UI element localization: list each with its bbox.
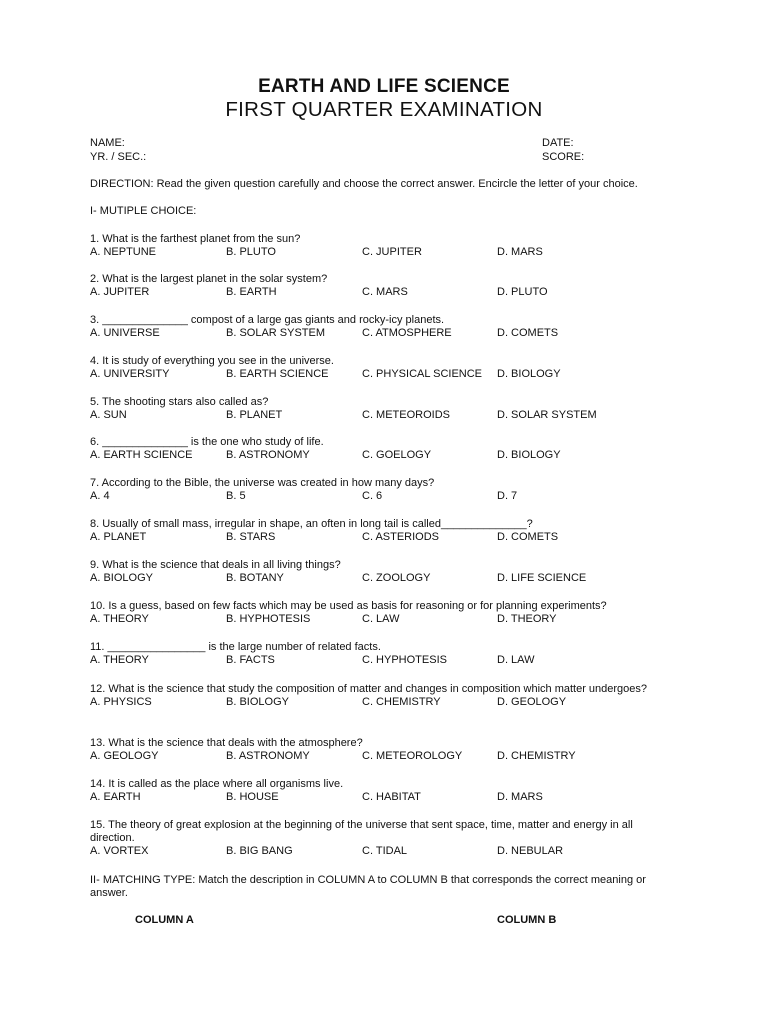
option-a: A. UNIVERSITY — [90, 368, 170, 380]
option-a: A. EARTH — [90, 791, 141, 803]
option-d: D. COMETS — [497, 327, 559, 339]
question-options — [90, 572, 690, 585]
question-item — [90, 273, 690, 299]
exam-title: EARTH AND LIFE SCIENCE — [258, 76, 510, 97]
option-d: D. LIFE SCIENCE — [497, 572, 587, 584]
question-text: 13. What is the science that deals with the atmosphere? — [90, 737, 363, 749]
question-options — [90, 368, 690, 381]
option-a: A. JUPITER — [90, 286, 150, 298]
question-item — [90, 396, 690, 422]
option-b: B. PLUTO — [226, 246, 276, 258]
option-b: B. EARTH — [226, 286, 277, 298]
option-d: D. CHEMISTRY — [497, 750, 576, 762]
option-a: A. EARTH SCIENCE — [90, 449, 193, 461]
option-d: D. GEOLOGY — [497, 696, 567, 708]
option-b: B. STARS — [226, 531, 276, 543]
question-item — [90, 477, 690, 503]
question-options — [90, 286, 690, 299]
directions-text: DIRECTION: Read the given question carefully and choose the correct answer. Encircle the letter of your choice. — [90, 178, 638, 190]
question-text: 11. ________________ is the large number of related facts. — [90, 641, 381, 653]
option-c: C. LAW — [362, 613, 400, 625]
date-label: DATE: — [542, 137, 574, 149]
question-text: 6. ______________ is the one who study of life. — [90, 436, 324, 448]
exam-subtitle: FIRST QUARTER EXAMINATION — [225, 98, 543, 121]
question-options — [90, 750, 690, 763]
option-a: A. GEOLOGY — [90, 750, 159, 762]
option-c: C. HYPHOTESIS — [362, 654, 447, 666]
question-options — [90, 613, 690, 626]
option-c: C. CHEMISTRY — [362, 696, 441, 708]
question-item — [90, 314, 690, 340]
question-text: 12. What is the science that study the composition of matter and changes in composition which matter undergoes? — [90, 683, 648, 695]
option-a: A. 4 — [90, 490, 110, 502]
question-options — [90, 845, 690, 858]
option-c: C. PHYSICAL SCIENCE — [362, 368, 483, 380]
question-item — [90, 683, 690, 709]
option-b: B. HYPHOTESIS — [226, 613, 311, 625]
question-item — [90, 233, 690, 259]
question-item — [90, 600, 690, 626]
option-c: C. JUPITER — [362, 246, 422, 258]
option-d: D. SOLAR SYSTEM — [497, 409, 597, 421]
option-b: B. SOLAR SYSTEM — [226, 327, 326, 339]
option-b: B. EARTH SCIENCE — [226, 368, 329, 380]
option-b: B. BIG BANG — [226, 845, 293, 857]
option-a: A. THEORY — [90, 654, 149, 666]
question-item — [90, 778, 690, 804]
option-a: A. VORTEX — [90, 845, 149, 857]
question-options — [90, 696, 690, 709]
question-text: 1. What is the farthest planet from the sun? — [90, 233, 301, 245]
question-text: 5. The shooting stars also called as? — [90, 396, 269, 408]
option-a: A. PHYSICS — [90, 696, 152, 708]
option-c: C. TIDAL — [362, 845, 408, 857]
option-b: B. ASTRONOMY — [226, 750, 310, 762]
option-a: A. BIOLOGY — [90, 572, 153, 584]
question-item — [90, 641, 690, 667]
question-item — [90, 737, 690, 763]
option-d: D. BIOLOGY — [497, 449, 561, 461]
option-b: B. HOUSE — [226, 791, 279, 803]
question-text: 14. It is called as the place where all organisms live. — [90, 778, 344, 790]
question-item — [90, 436, 690, 462]
option-b: B. PLANET — [226, 409, 283, 421]
question-options — [90, 327, 690, 340]
question-options — [90, 409, 690, 422]
option-b: B. 5 — [226, 490, 246, 502]
option-a: A. PLANET — [90, 531, 147, 543]
column-a-heading: COLUMN A — [135, 914, 194, 926]
column-b-heading: COLUMN B — [497, 914, 557, 926]
section-multiple-choice-heading: I- MUTIPLE CHOICE: — [90, 205, 197, 217]
option-d: D. NEBULAR — [497, 845, 564, 857]
question-text: 15. The theory of great explosion at the beginning of the universe that sent space, time, matter and energy in all direction. — [90, 819, 633, 844]
question-text: 9. What is the science that deals in all living things? — [90, 559, 341, 571]
option-d: D. COMETS — [497, 531, 559, 543]
question-item — [90, 819, 690, 858]
option-c: C. 6 — [362, 490, 383, 502]
question-text: 4. It is study of everything you see in the universe. — [90, 355, 334, 367]
option-c: C. ASTERIODS — [362, 531, 440, 543]
option-a: A. SUN — [90, 409, 127, 421]
question-text: 2. What is the largest planet in the solar system? — [90, 273, 328, 285]
option-c: C. GOELOGY — [362, 449, 432, 461]
option-a: A. NEPTUNE — [90, 246, 157, 258]
option-d: D. MARS — [497, 791, 543, 803]
option-d: D. PLUTO — [497, 286, 548, 298]
question-options — [90, 490, 690, 503]
option-c: C. METEOROLOGY — [362, 750, 463, 762]
option-d: D. LAW — [497, 654, 535, 666]
name-label: NAME: — [90, 137, 125, 149]
option-b: B. BIOLOGY — [226, 696, 289, 708]
question-options — [90, 449, 690, 462]
score-label: SCORE: — [542, 151, 585, 163]
option-c: C. HABITAT — [362, 791, 421, 803]
question-text: 10. Is a guess, based on few facts which may be used as basis for reasoning or for planning experiments? — [90, 600, 607, 612]
question-options — [90, 531, 690, 544]
yr-sec-label: YR. / SEC.: — [90, 151, 147, 163]
question-text: 3. ______________ compost of a large gas giants and rocky-icy planets. — [90, 314, 445, 326]
option-c: C. MARS — [362, 286, 408, 298]
option-d: D. MARS — [497, 246, 543, 258]
option-d: D. BIOLOGY — [497, 368, 561, 380]
question-options — [90, 654, 690, 667]
option-c: C. ATMOSPHERE — [362, 327, 452, 339]
option-c: C. ZOOLOGY — [362, 572, 431, 584]
question-item — [90, 559, 690, 585]
option-b: B. FACTS — [226, 654, 275, 666]
section-matching-type-heading: II- MATCHING TYPE: Match the description in COLUMN A to COLUMN B that corresponds the correct meaning or answer. — [90, 874, 646, 899]
option-b: B. ASTRONOMY — [226, 449, 310, 461]
option-d: D. 7 — [497, 490, 518, 502]
question-text: 8. Usually of small mass, irregular in shape, an often in long tail is called______________? — [90, 518, 533, 530]
option-b: B. BOTANY — [226, 572, 284, 584]
question-item — [90, 355, 690, 381]
option-a: A. UNIVERSE — [90, 327, 160, 339]
question-item — [90, 518, 690, 544]
question-options — [90, 246, 690, 259]
option-a: A. THEORY — [90, 613, 149, 625]
question-text: 7. According to the Bible, the universe was created in how many days? — [90, 477, 435, 489]
question-options — [90, 791, 690, 804]
option-c: C. METEOROIDS — [362, 409, 451, 421]
option-d: D. THEORY — [497, 613, 557, 625]
